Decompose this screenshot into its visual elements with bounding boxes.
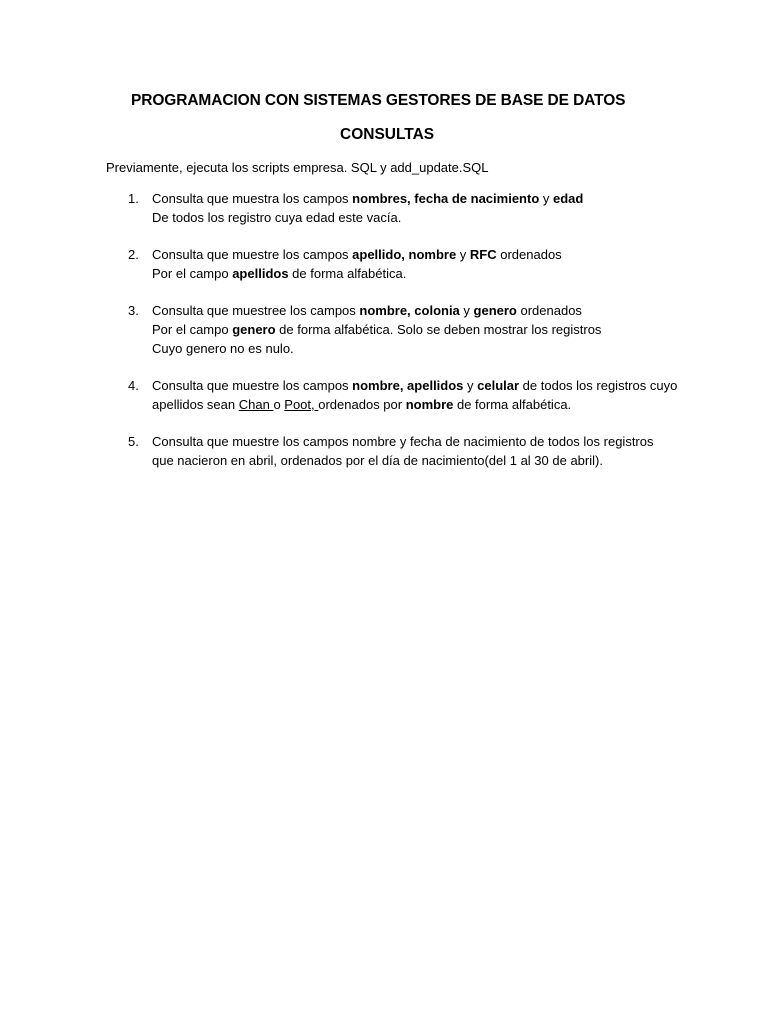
list-item-line: Cuyo genero no es nulo. <box>152 341 294 356</box>
list-item-number: 3. <box>128 303 139 318</box>
list-item <box>128 432 688 470</box>
list-item-number: 5. <box>128 434 139 449</box>
list-item <box>128 301 688 358</box>
list-item-line: apellidos sean Chan o Poot, ordenados por nombre de forma alfabética. <box>152 397 572 412</box>
intro-paragraph: Previamente, ejecuta los scripts empresa. SQL y add_update.SQL <box>106 160 489 175</box>
list-item-line: Por el campo apellidos de forma alfabética. <box>152 266 407 281</box>
underlined-name-poot: Poot, <box>284 397 319 412</box>
list-item-line: Consulta que muestre los campos nombre y fecha de nacimiento de todos los registros <box>152 434 654 449</box>
list-item-line: Consulta que muestre los campos apellido, nombre y RFC ordenados <box>152 247 562 262</box>
list-item-line: que nacieron en abril, ordenados por el día de nacimiento(del 1 al 30 de abril). <box>152 453 603 468</box>
list-item-line: Por el campo genero de forma alfabética. Solo se deben mostrar los registros <box>152 322 602 337</box>
list-item-number: 1. <box>128 191 139 206</box>
list-item-line: De todos los registro cuya edad este vacía. <box>152 210 402 225</box>
list-item-line: Consulta que muestree los campos nombre, colonia y genero ordenados <box>152 303 582 318</box>
list-item-line: Consulta que muestra los campos nombres, fecha de nacimiento y edad <box>152 191 584 206</box>
list-item-number: 4. <box>128 378 139 393</box>
list-item <box>128 189 688 227</box>
list-item-number: 2. <box>128 247 139 262</box>
underlined-name-chan: Chan <box>238 397 274 412</box>
document-title: PROGRAMACION CON SISTEMAS GESTORES DE BASE DE DATOS <box>131 92 626 109</box>
document-subtitle: CONSULTAS <box>340 126 435 143</box>
query-list <box>128 189 688 488</box>
list-item <box>128 376 688 414</box>
list-item <box>128 245 688 283</box>
list-item-line: Consulta que muestre los campos nombre, apellidos y celular de todos los registros cuyo <box>152 378 678 393</box>
